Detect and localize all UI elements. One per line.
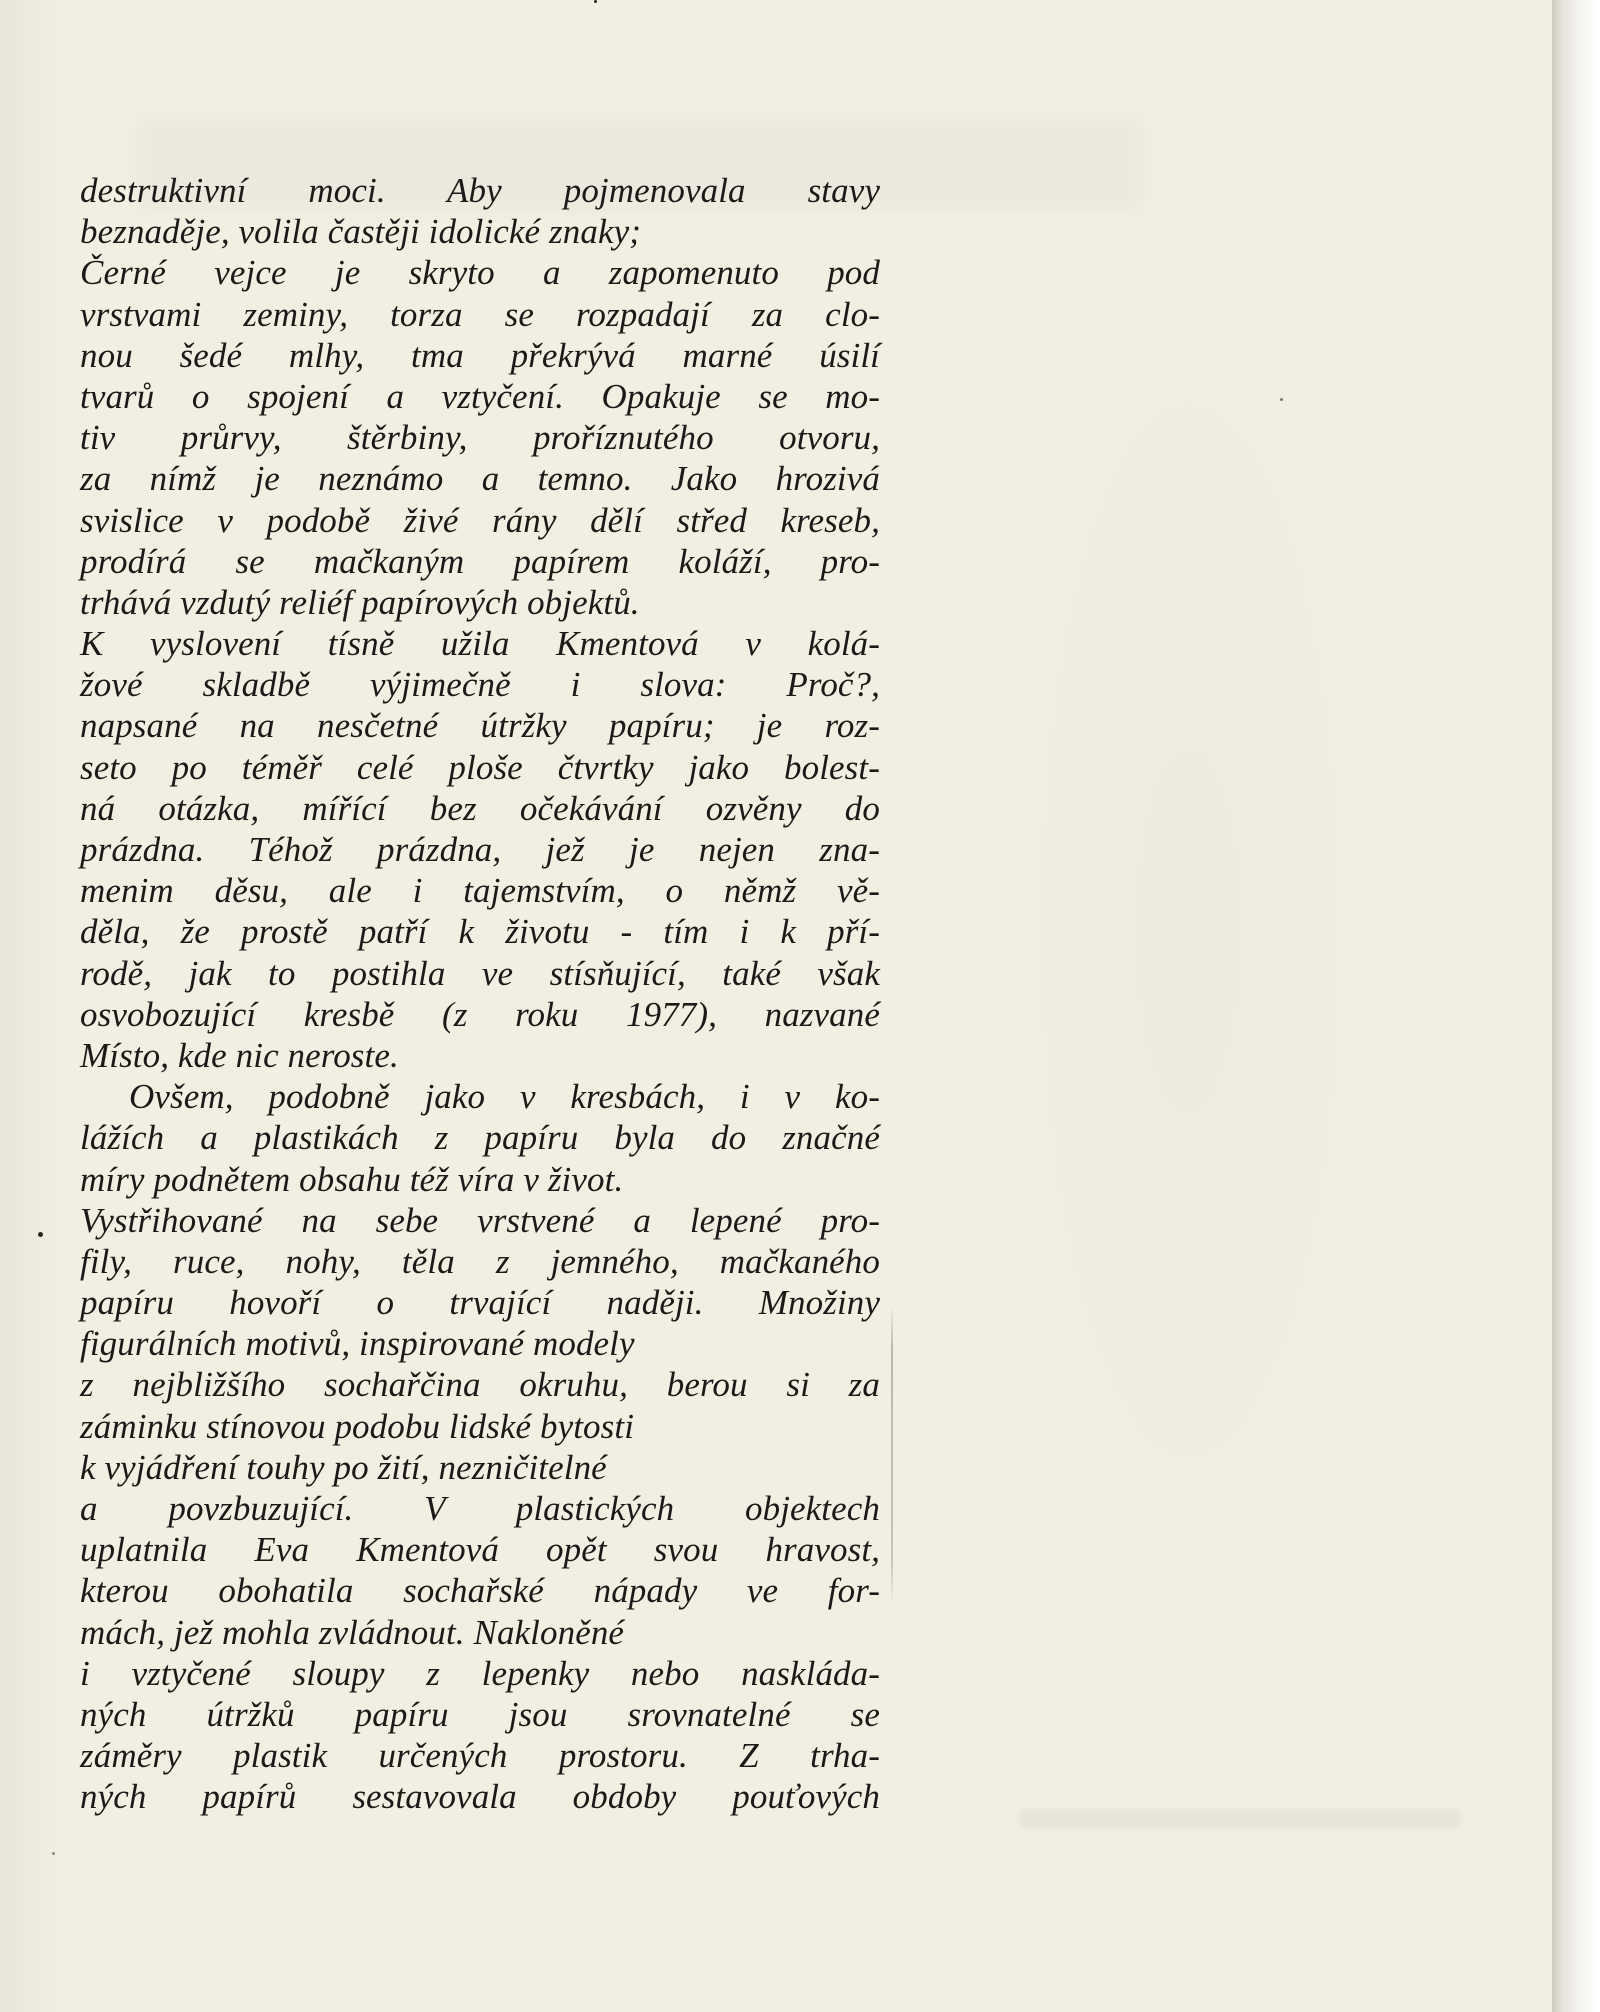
text-line: uplatnila Eva Kmentová opět svou hravost, — [80, 1530, 880, 1570]
text-line: fily, ruce, nohy, těla z jemného, mačkaného — [80, 1241, 880, 1281]
text-line: prázdna. Téhož prázdna, jež je nejen zna- — [80, 830, 880, 869]
text-line: za nímž je neznámo a temno. Jako hrozivá — [80, 459, 880, 499]
text-line: seto po téměř celé ploše čtvrtky jako bolest- — [80, 747, 880, 787]
text-line: destruktivní moci. Aby pojmenovala stavy — [80, 171, 880, 210]
text-line: K vyslovení tísně užila Kmentová v kolá- — [80, 624, 880, 664]
text-line: figurálních motivů, inspirované modely — [80, 1324, 635, 1364]
text-line: i vztyčené sloupy z lepenky nebo naskláda- — [80, 1653, 880, 1693]
text-line: Ovšem, podobně jako v kresbách, i v ko- — [129, 1077, 880, 1117]
paper-binding-shadow — [0, 0, 60, 2012]
text-line: vrstvami zeminy, torza se rozpadají za clo- — [80, 294, 880, 334]
text-line: ných papírů sestavovala obdoby pouťových — [80, 1777, 880, 1817]
margin-mark — [891, 1305, 893, 1605]
text-line: záměry plastik určených prostoru. Z trha- — [80, 1736, 880, 1776]
text-line: nou šedé mlhy, tma překrývá marné úsilí — [80, 335, 880, 375]
text-line: papíru hovoří o trvající naději. Množiny — [80, 1283, 880, 1323]
body-text — [80, 170, 880, 1818]
paper-speck — [594, 0, 597, 3]
text-line: mách, jež mohla zvládnout. Nakloněné — [80, 1612, 625, 1652]
text-line: Černé vejce je skryto a zapomenuto pod — [80, 253, 880, 293]
text-line: záminku stínovou podobu lidské bytosti — [80, 1406, 635, 1446]
text-line: Místo, kde nic neroste. — [80, 1035, 399, 1075]
text-line: žové skladbě výjimečně i slova: Proč?, — [80, 665, 880, 705]
paper-speck — [38, 1232, 43, 1237]
show-through-caption — [1020, 1810, 1460, 1828]
text-line: ných útržků papíru jsou srovnatelné se — [80, 1694, 880, 1734]
text-line: tvarů o spojení a vztyčení. Opakuje se mo- — [80, 376, 880, 416]
paragraph-1 — [80, 170, 880, 1076]
text-line: Vystřihované na sebe vrstvené a lepené pro- — [80, 1200, 880, 1240]
text-line: beznaděje, volila častěji idolické znaky; — [80, 212, 641, 252]
text-line: a povzbuzující. V plastických objektech — [80, 1489, 880, 1528]
paragraph-2 — [80, 1076, 880, 1817]
text-line: lážích a plastikách z papíru byla do značné — [80, 1118, 880, 1158]
paper-speck — [1280, 398, 1283, 401]
page-edge — [1552, 0, 1600, 2012]
paper-speck — [52, 1852, 55, 1855]
text-line: napsané na nesčetné útržky papíru; je roz- — [80, 706, 880, 746]
text-line: osvobozující kresbě (z roku 1977), nazvané — [80, 994, 880, 1034]
text-line: prodírá se mačkaným papírem koláží, pro- — [80, 541, 880, 581]
text-line: trhává vzdutý reliéf papírových objektů. — [80, 582, 640, 622]
text-line: menim děsu, ale i tajemstvím, o němž vě- — [80, 871, 880, 911]
text-line: ná otázka, mířící bez očekávání ozvěny do — [80, 788, 880, 828]
text-line: svislice v podobě živé rány dělí střed kreseb, — [80, 500, 880, 540]
text-line: míry podnětem obsahu též víra v život. — [80, 1159, 624, 1199]
text-line: k vyjádření touhy po žití, nezničitelné — [80, 1447, 607, 1487]
text-line: kterou obohatila sochařské nápady ve for- — [80, 1571, 880, 1611]
show-through-image — [980, 180, 1400, 1680]
text-line: rodě, jak to postihla ve stísňující, také však — [80, 953, 880, 993]
text-line: děla, že prostě patří k životu - tím i k pří- — [80, 912, 880, 952]
text-line: tiv průrvy, štěrbiny, proříznutého otvoru, — [80, 418, 880, 458]
text-line: z nejbližšího sochařčina okruhu, berou si za — [80, 1365, 880, 1405]
